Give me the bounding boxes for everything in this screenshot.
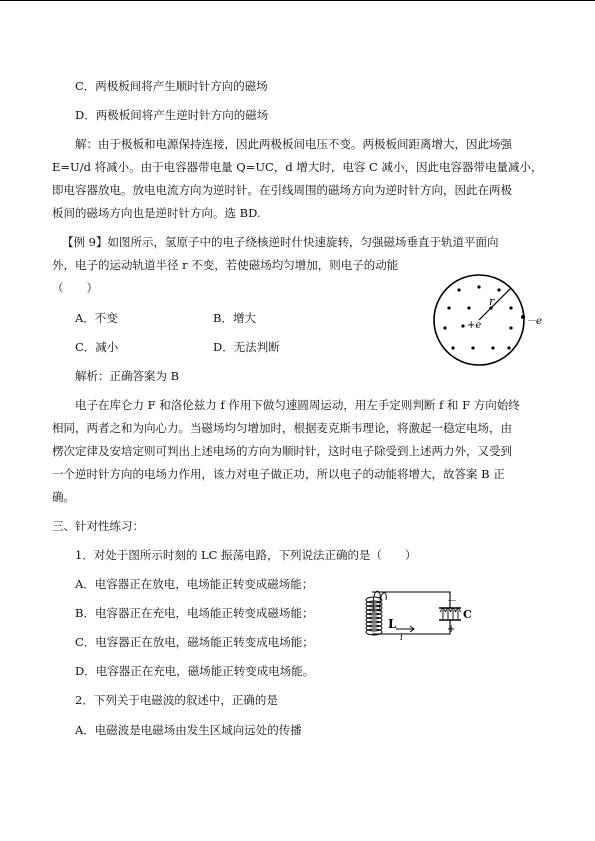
- question-2-option-a: A．电磁波是电磁场由发生区域向远处的传播: [75, 723, 302, 737]
- page-top-border: [0, 0, 595, 1]
- example9-answer: 解析：正确答案为 B: [75, 369, 180, 383]
- question-2-stem: 2．下列关于电磁波的叙述中，正确的是: [75, 693, 278, 707]
- example9-stem: 外，电子的运动轨道半径 r 不变，若使磁场均匀增加，则电子的动能: [52, 258, 399, 272]
- hydrogen-atom-figure: [425, 268, 555, 373]
- example9-option-d: D．无法判断: [213, 340, 280, 354]
- example9-option-b: B．增大: [213, 311, 256, 325]
- section-heading: 三、针对性练习：: [52, 519, 144, 533]
- explanation-line: 楞次定律及安培定则可判出上述电场的方向为顺时针，这时电子除受到上述两力外，又受到: [52, 444, 512, 458]
- example9-option-a: A．不变: [75, 311, 118, 325]
- bottom-plate-sign: +: [447, 624, 456, 635]
- solution-line: 即电容器放电。放电电流方向为逆时针。在引线周围的磁场方向为逆时针方向，因此在两极: [52, 183, 512, 197]
- example9-stem: 【例 9】如图所示，氢原子中的电子绕核逆时什快速旋转，匀强磁场垂直于轨道平面向: [62, 235, 499, 249]
- explanation-line: 一个逆时针方向的电场力作用，该力对电子做正功，所以电子的动能将增大，故答案 B 正: [52, 467, 505, 481]
- radius-line: [479, 288, 511, 320]
- question-1-option-c: C．电容器正在放电，磁场能正转变成电场能；: [75, 635, 314, 649]
- example9-stem: （ ）: [52, 281, 98, 295]
- option-c-prev: C．两极板间将产生顺时针方向的磁场: [75, 79, 268, 93]
- question-1-option-d: D．电容器正在充电，磁场能正转变成电场能。: [75, 664, 315, 678]
- question-1-option-a: A．电容器正在放电，电场能正转变成磁场能；: [75, 577, 314, 591]
- top-plate-sign: －: [447, 596, 457, 607]
- solution-line: E=U/d 将减小。由于电容器带电量 Q=UC，d 增大时，电容 C 减小，因此电容器带电量减小，: [52, 160, 543, 174]
- explanation-line: 相同，两者之和为向心力。当磁场均匀增加时，根据麦克斯韦理论，将激起一稳定电场，由: [52, 421, 512, 435]
- nucleus-label: +e: [467, 320, 482, 331]
- inductor-label: L: [388, 617, 397, 631]
- explanation-line: 电子在库仑力 F 和洛伦兹力 f 作用下做匀速圆周运动，用左手定则判断 f 和 F 方向始终: [75, 398, 520, 412]
- inductor-coil: [366, 597, 382, 635]
- option-d-prev: D．两极板间将产生逆时针方向的磁场: [75, 108, 269, 122]
- capacitor-label: C: [463, 608, 472, 621]
- current-label: i: [400, 633, 403, 643]
- question-1-stem: 1．对处于图所示时刻的 LC 振荡电路，下列说法正确的是（ ）: [75, 548, 417, 562]
- lc-circuit-figure: [350, 582, 475, 644]
- example9-option-c: C．减小: [75, 340, 119, 354]
- magnetic-field-dots: [443, 285, 512, 349]
- electron-dot: [521, 315, 525, 319]
- circuit-wire: [372, 592, 450, 634]
- radius-label: r: [489, 295, 495, 308]
- explanation-line: 确。: [52, 490, 75, 504]
- solution-line: 解：由于极板和电源保持连接，因此两极板间电压不变。两极板间距离增大，因此场强: [75, 137, 512, 151]
- electron-label: －e: [526, 316, 542, 327]
- solution-line: 板间的磁场方向也是逆时针方向。选 BD.: [52, 206, 261, 220]
- question-1-option-b: B．电容器正在充电，电场能正转变成磁场能；: [75, 606, 314, 620]
